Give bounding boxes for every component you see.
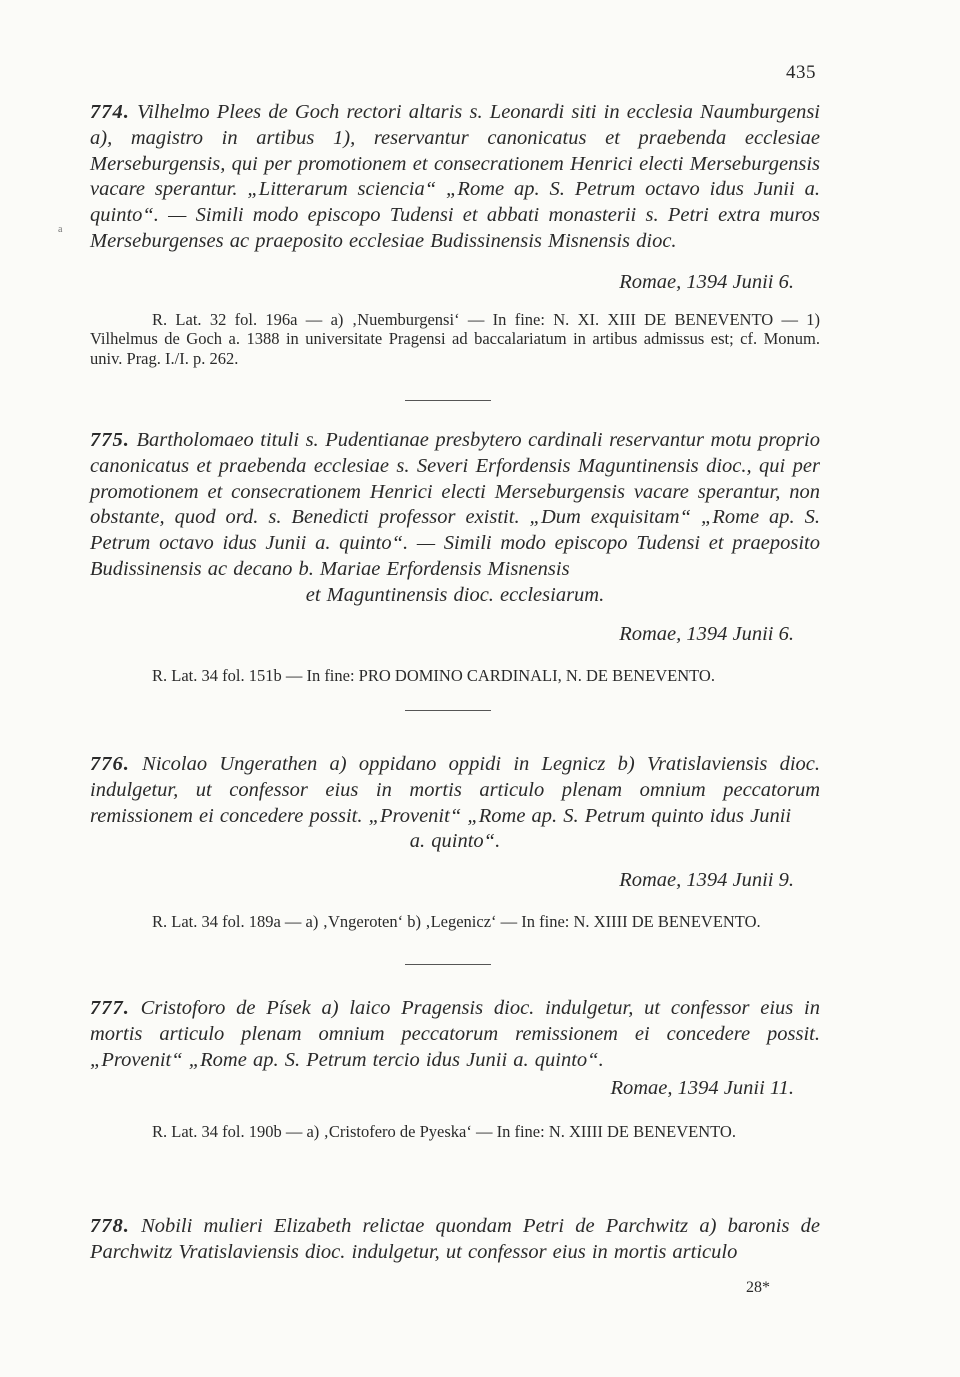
entry-776 [90,752,820,932]
entry-number: 778. [90,1215,130,1237]
entry-number: 774. [90,101,130,123]
entry-note: R. Lat. 32 fol. 196a — a) ‚Nuemburgensi‘ — In fine: N. XI. XIII DE BENEVENTO — 1) Vilhelmus de Goch a. 1388 in universitate Pragensi ad baccalariatum in artibus admissus est; cf. Monum. univ. Prag. I./I. p. 262. [90,309,820,368]
entry-body: Nobili mulieri Elizabeth relictae quondam Petri de Parchwitz a) baronis de Parchwitz Vratislaviensis dioc. indulgetur, ut confessor eius in mortis articulo [90,1215,820,1263]
entry-body: Nicolao Ungerathen a) oppidano oppidi in Legnicz b) Vratislaviensis dioc. indulgetur, ut confessor eius in mortis articulo plenam omnium peccatorum remissionem ei concedere possit. „Provenit“ „Rome ap. S. Petrum quinto idus Junii [90,753,820,827]
entry-last-line: a. quinto“. [409,830,501,853]
separator-rule [405,400,491,401]
entry-body: Vilhelmo Plees de Goch rectori altaris s. Leonardi siti in ecclesia Naumburgensi a), magistro in artibus 1), reservantur canonicatus et praebenda ecclesiae Merseburgensis, qui per promotionem et consecrationem Henrici electi Merseburgensis vacare sperantur. „Litterarum sciencia“ „Rome ap. S. Petrum octavo idus Junii a. quinto“. — Simili modo episcopo Tudensi et abbati monasterii s. Petri extra muros Merseburgenses ac praeposito ecclesiae Budissinensis Misnensis dioc. [90,101,820,252]
entry-date: Romae, 1394 Junii 6. [619,622,794,645]
entry-777 [90,996,820,1142]
entry-text [90,996,820,1073]
entry-number: 776. [90,753,130,775]
entry-778 [90,1214,820,1266]
margin-mark: a [58,224,63,235]
separator-rule [405,710,491,711]
entry-note: R. Lat. 34 fol. 151b — In fine: PRO DOMINO CARDINALI, N. DE BENEVENTO. [152,665,715,685]
entry-775 [90,428,820,685]
entry-date: Romae, 1394 Junii 6. [619,270,794,293]
entry-note: R. Lat. 34 fol. 190b — a) ‚Cristofero de Pyeska‘ — In fine: N. XIIII DE BENEVENTO. [152,1122,736,1142]
entry-note: R. Lat. 34 fol. 189a — a) ‚Vngeroten‘ b) ‚Legenicz‘ — In fine: N. XIIII DE BENEVENTO. [152,912,761,932]
entry-number: 775. [90,429,130,451]
entry-774 [90,100,820,368]
entry-date: Romae, 1394 Junii 9. [619,869,794,892]
entry-body: Bartholomaeo tituli s. Pudentianae presbytero cardinali reservantur motu proprio canonicatus et praebenda ecclesiae s. Severi Erfordensis Maguntinensis dioc., qui per promotionem et consecrationem Henrici electi Merseburgensis vacare sperantur, non obstante, quod ord. s. Benedicti professor existit. „Dum exquisitam“ „Rome ap. S. Petrum octavo idus Junii a. quinto“. — Simili modo episcopo Tudensi et praeposito Budissinensis ac decano b. Mariae Erfordensis Misnensis [90,429,820,580]
entry-text [90,752,820,829]
entry-text [90,1214,820,1266]
entry-text [90,100,820,255]
page-number: 435 [786,62,816,83]
separator-rule [405,964,491,965]
entry-number: 777. [90,997,130,1019]
entry-body: Cristoforo de Písek a) laico Pragensis dioc. indulgetur, ut confessor eius in mortis articulo plenam omnium peccatorum remissionem ei concedere possit. „Provenit“ „Rome ap. S. Petrum tercio idus Junii a. quinto“. [90,997,821,1071]
entry-last-line: et Maguntinensis dioc. ecclesiarum. [305,583,605,606]
signature-mark: 28* [746,1279,770,1296]
entry-text [90,428,820,583]
entry-date: Romae, 1394 Junii 11. [610,1077,794,1100]
